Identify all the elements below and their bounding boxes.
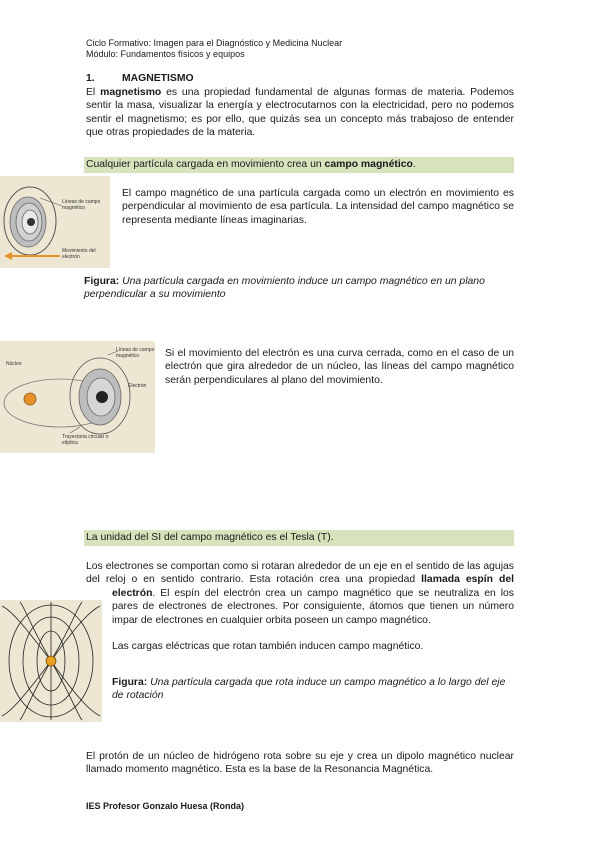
fig1-paragraph: El campo magnético de una partícula cargada como un electrón en movimiento es perpendicular al movimiento de esa partícula. La intensidad del campo magnético se representa mediante líneas imaginarias. [122,188,514,226]
fig1-caption-label: Figura: [84,276,120,287]
fig2-label-orbit: Trayectoria circular o elíptica [62,434,109,446]
dipole-field-illustration [0,600,102,722]
figure-2-image [0,341,155,453]
fig2-paragraph: Si el movimiento del electrón es una curva cerrada, como en el caso de un electrón que gira alrededor de un núcleo, las líneas del campo magnético serán perpendiculares al plano del movimiento. [165,348,514,386]
fig3-caption-label: Figura: [112,677,148,688]
header-line-2: Módulo: Fundamentos físicos y equipos [86,49,245,59]
section-number: 1. [86,73,95,84]
fig1-label-motion: Movimiento del electrón [62,248,96,260]
highlight1-end: . [412,159,416,170]
highlight-moving-charge [84,157,514,173]
fig1-caption-text: Una partícula cargada en movimiento induce un campo magnético en un plano perpendicular a su movimiento [84,276,485,301]
fig3-caption-text: Una partícula cargada que rota induce un campo magnético a lo largo del eje de rotación [112,677,506,702]
fig3-caption [112,676,514,703]
spin-bold-cont: electrón [112,587,153,599]
figure-1-image [0,176,110,268]
section-title [86,73,194,84]
intro-paragraph [86,86,514,140]
footer: IES Profesor Gonzalo Huesa (Ronda) [86,801,245,811]
highlight1-text: Cualquier partícula cargada en movimiento crea un [86,159,325,170]
spin-bold: llamada espín del [421,574,514,586]
spin-rule-text: Las cargas eléctricas que rotan también inducen campo magnético. [112,641,424,653]
header-line-1: Ciclo Formativo: Imagen para el Diagnóstico y Medicina Nuclear [86,38,343,48]
intro-bold: magnetismo [100,87,162,98]
section-title-text: MAGNETISMO [122,73,194,84]
figure-3-image [0,600,102,722]
spin-paragraph-continued [112,587,514,641]
fig2-label-lines: Líneas de campo magnético [116,347,155,359]
fig2-label-nucleus: Núcleo [6,361,22,367]
highlight-tesla: La unidad del SI del campo magnético es el Tesla (T). [84,530,514,546]
intro-text-1: El [86,87,101,98]
spin-paragraph-start [86,560,514,587]
spin-text-2-cont: . El espín del electrón crea un campo magnético que se neutraliza en los pares de electrones de electrones. Por consiguiente, átomos que tienen un número impar de electrones en cualquier orbita poseen un campo magnético. [112,587,514,626]
fig1-label-lines: Líneas de campo magnético [62,199,101,211]
fig1-caption [84,275,514,302]
intro-text-2: es una propiedad fundamental de algunas formas de materia. Podemos sentir la masa, visualizar la energía y electrocutarnos con la electricidad, pero no podemos sentir el magnetismo; es por ello, que quizás sea un concepto más trabajoso de entender que otras propiedades de la materia. [86,87,514,139]
closing-paragraph: El protón de un núcleo de hidrógeno rota sobre su eje y crea un dipolo magnético nuclear llamado momento magnético. Esta es la base de la Resonancia Magnética. [86,751,514,776]
highlight1-bold: campo magnético [324,159,413,170]
fig2-label-electron: Electrón [128,383,147,389]
spin-text-1: Los electrones se comportan como si rotaran alrededor de un eje en el sentido de las agujas del reloj o en sentido contrario. Esta rotación crea una propiedad [86,561,514,586]
